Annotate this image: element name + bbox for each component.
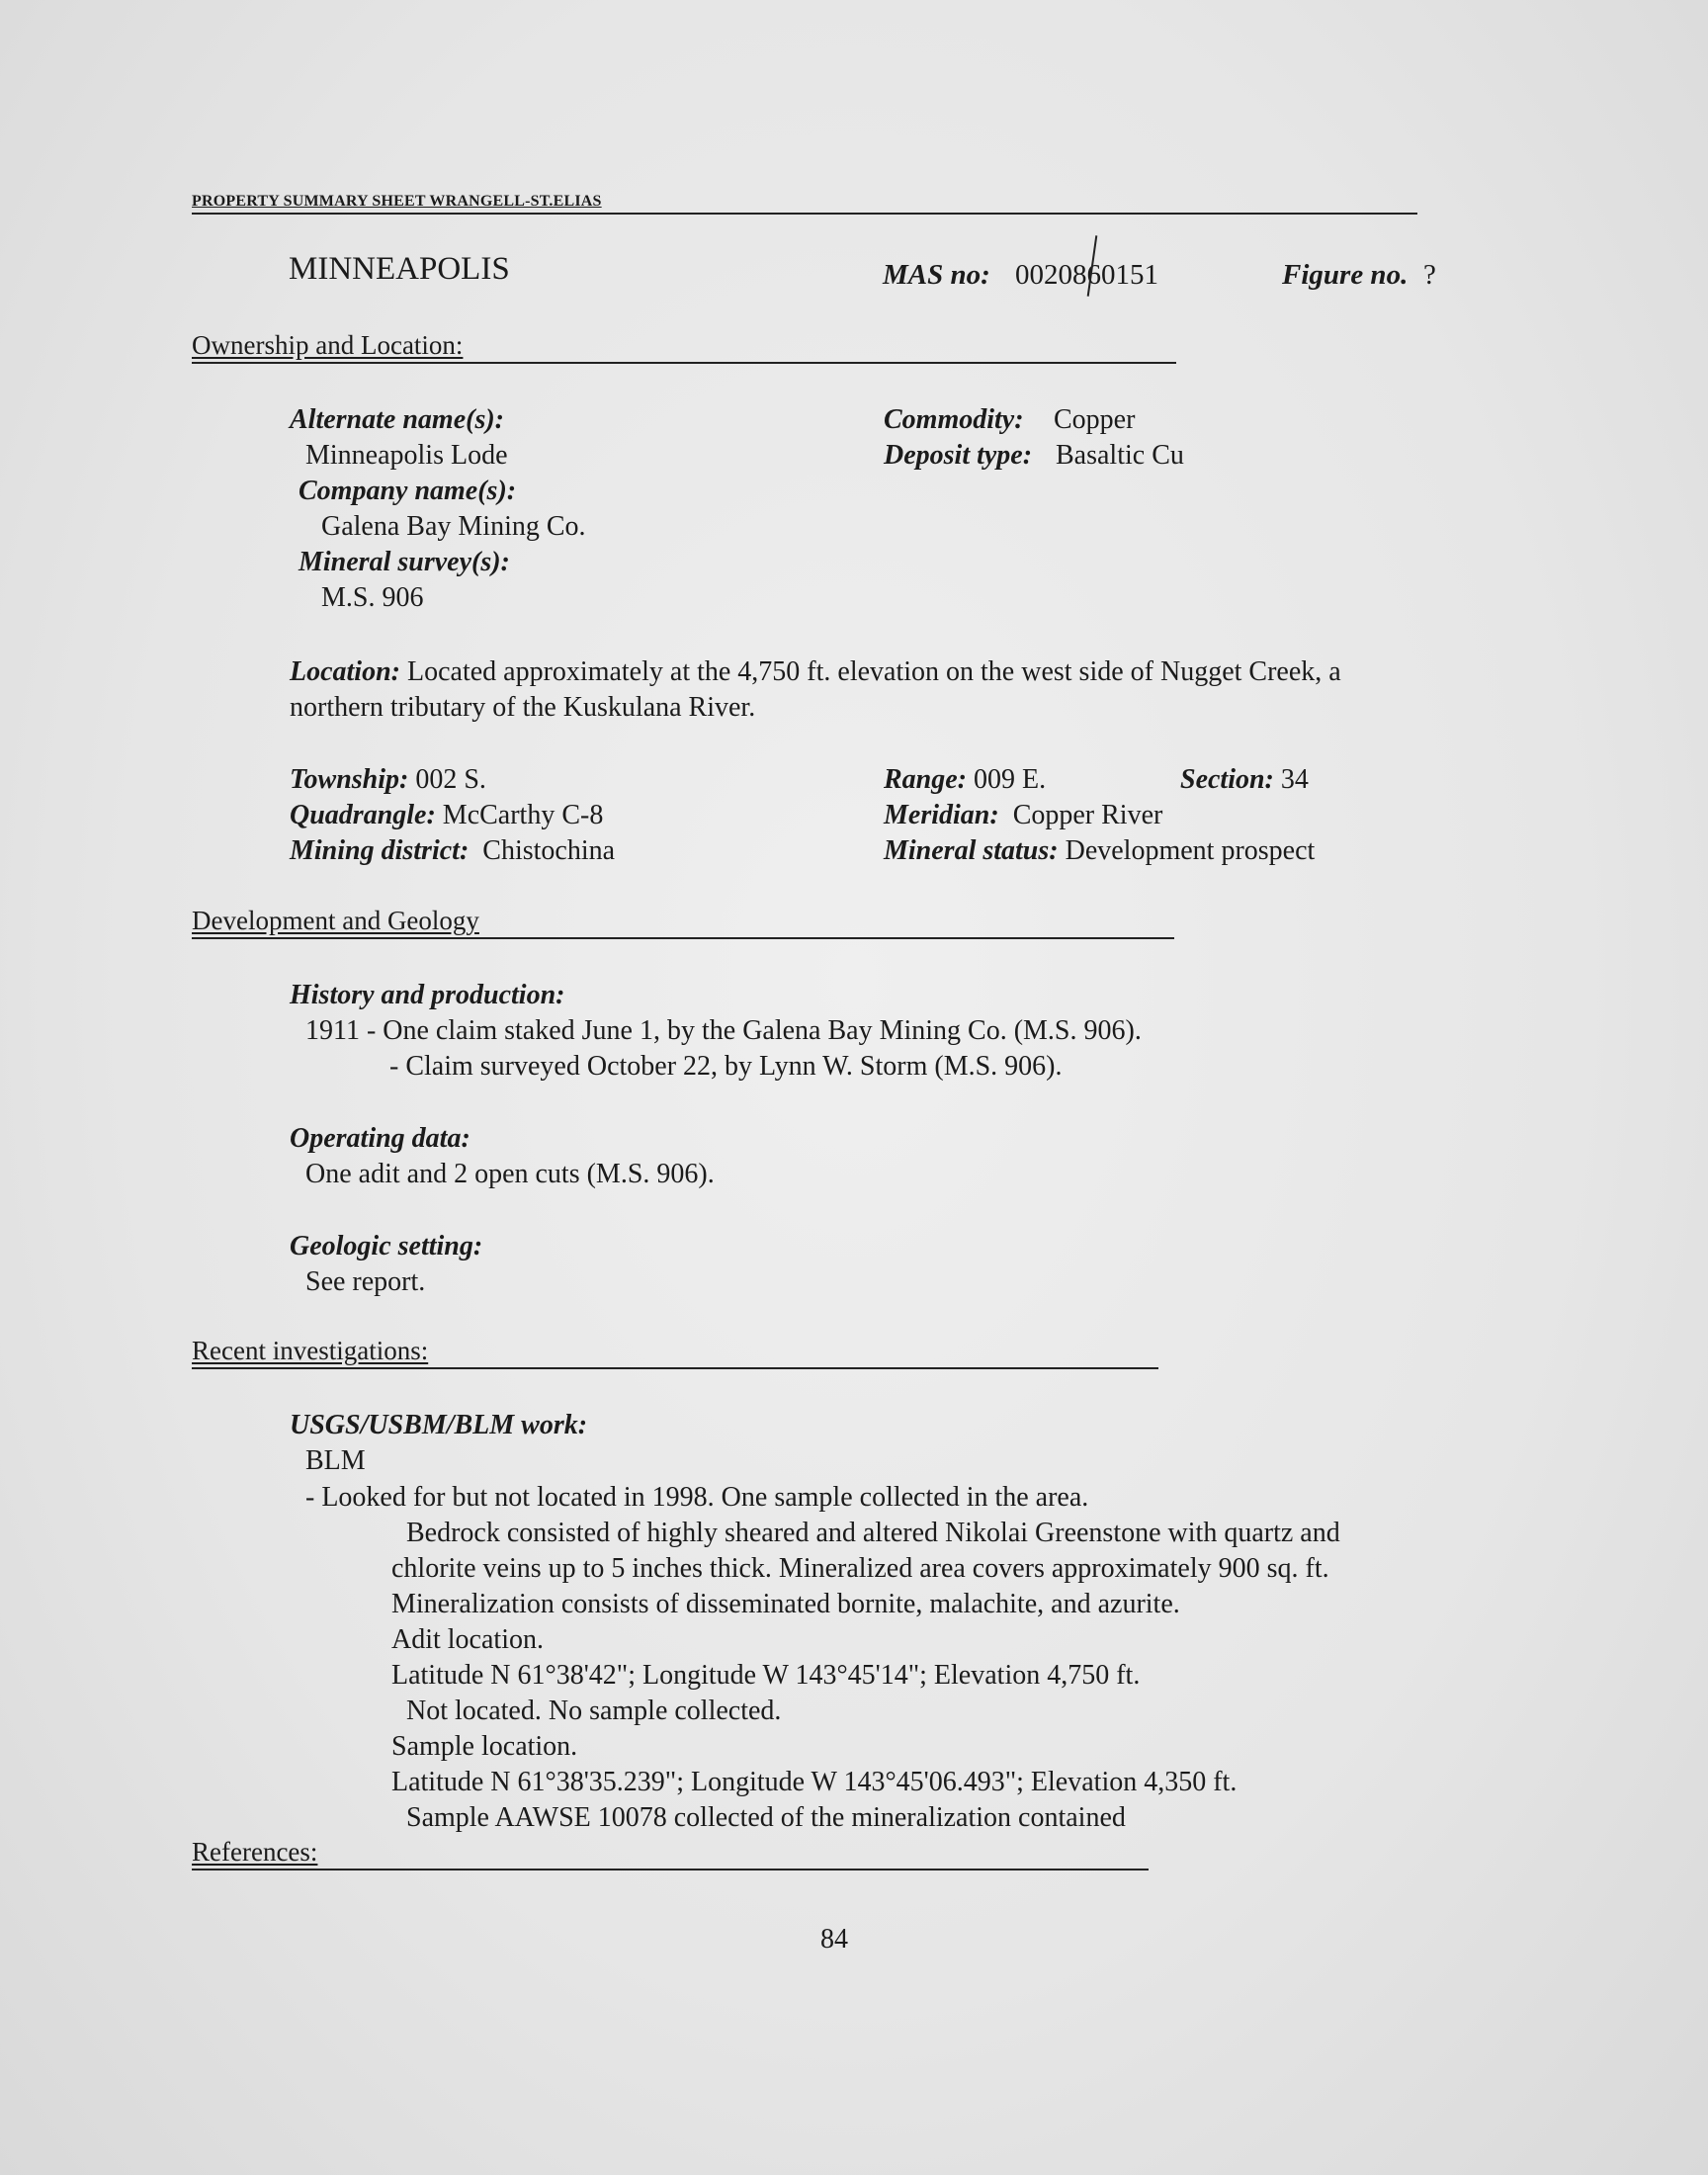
location-text-1: Located approximately at the 4,750 ft. elevation on the west side of Nugget Creek, a [407, 656, 1341, 687]
recent-rule [192, 1367, 1158, 1369]
quadrangle-label: Quadrangle: [290, 800, 436, 830]
investigation-line: Not located. No sample collected. [406, 1696, 782, 1726]
investigation-line: - Looked for but not located in 1998. One sample collected in the area. [305, 1482, 1089, 1513]
section-row [1180, 762, 1309, 798]
investigation-line: Mineralization consists of disseminated bornite, malachite, and azurite. [391, 1589, 1180, 1619]
status-value: Development prospect [1065, 835, 1316, 866]
figure-label: Figure no. [1282, 259, 1409, 291]
township-row [290, 762, 486, 798]
references-heading: References: [192, 1837, 318, 1867]
investigation-line: Adit location. [391, 1624, 544, 1655]
ownership-heading: Ownership and Location: [192, 330, 464, 360]
township-value: 002 S. [415, 764, 486, 795]
status-label: Mineral status: [884, 835, 1059, 866]
page-number: 84 [820, 1924, 848, 1955]
meridian-label: Meridian: [884, 800, 999, 830]
location-text-2: northern tributary of the Kuskulana River. [290, 692, 756, 723]
alternate-label: Alternate name(s): [290, 404, 504, 435]
history-label: History and production: [290, 980, 565, 1010]
operating-value: One adit and 2 open cuts (M.S. 906). [305, 1159, 715, 1189]
survey-value: M.S. 906 [321, 582, 424, 613]
commodity-label: Commodity: [884, 404, 1024, 435]
sheet-title: PROPERTY SUMMARY SHEET WRANGELL-ST.ELIAS [192, 193, 602, 210]
meridian-row [884, 798, 1162, 833]
survey-label: Mineral survey(s): [299, 547, 510, 577]
geologic-value: See report. [305, 1266, 426, 1297]
location-label: Location: [290, 656, 400, 687]
work-label: USGS/USBM/BLM work: [290, 1410, 588, 1440]
investigation-line: Sample location. [391, 1731, 578, 1762]
history-line-2: - Claim surveyed October 22, by Lynn W. Storm (M.S. 906). [389, 1051, 1063, 1082]
deposit-label: Deposit type: [884, 440, 1033, 471]
township-label: Township: [290, 764, 409, 795]
investigation-line: Latitude N 61°38'35.239"; Longitude W 143°45'06.493"; Elevation 4,350 ft. [391, 1767, 1238, 1797]
range-value: 009 E. [974, 764, 1047, 795]
development-heading: Development and Geology [192, 906, 479, 935]
district-value: Chistochina [482, 835, 616, 866]
investigation-line: Sample AAWSE 10078 collected of the mineralization contained [406, 1802, 1126, 1833]
history-line-1: 1911 - One claim staked June 1, by the Galena Bay Mining Co. (M.S. 906). [305, 1015, 1142, 1046]
development-rule [192, 937, 1174, 939]
figure-value: ? [1423, 259, 1436, 291]
district-label: Mining district: [290, 835, 470, 866]
mas-value: 0020860151 [1015, 259, 1158, 291]
ownership-rule [192, 362, 1176, 364]
location-line-1 [290, 654, 1341, 690]
section-label: Section: [1180, 764, 1274, 795]
operating-label: Operating data: [290, 1123, 470, 1154]
investigation-line: Latitude N 61°38'42"; Longitude W 143°45'14"; Elevation 4,750 ft. [391, 1660, 1141, 1691]
alternate-value: Minneapolis Lode [305, 440, 508, 471]
header-rule [192, 213, 1417, 215]
property-name: MINNEAPOLIS [289, 251, 510, 287]
section-value: 34 [1280, 764, 1309, 795]
mas-label: MAS no: [883, 259, 990, 291]
investigation-line: Bedrock consisted of highly sheared and altered Nikolai Greenstone with quartz and [406, 1518, 1340, 1548]
company-value: Galena Bay Mining Co. [321, 511, 586, 542]
references-rule [192, 1869, 1149, 1870]
range-label: Range: [884, 764, 967, 795]
investigation-line: chlorite veins up to 5 inches thick. Mineralized area covers approximately 900 sq. ft. [391, 1553, 1329, 1584]
quadrangle-value: McCarthy C-8 [442, 800, 604, 830]
status-row [884, 833, 1315, 869]
geologic-label: Geologic setting: [290, 1231, 483, 1262]
commodity-value: Copper [1054, 404, 1136, 435]
quadrangle-row [290, 798, 603, 833]
recent-heading: Recent investigations: [192, 1336, 429, 1365]
company-label: Company name(s): [299, 476, 517, 506]
district-row [290, 833, 615, 869]
deposit-value: Basaltic Cu [1056, 440, 1184, 471]
range-row [884, 762, 1046, 798]
meridian-value: Copper River [1012, 800, 1163, 830]
agency: BLM [305, 1445, 366, 1476]
